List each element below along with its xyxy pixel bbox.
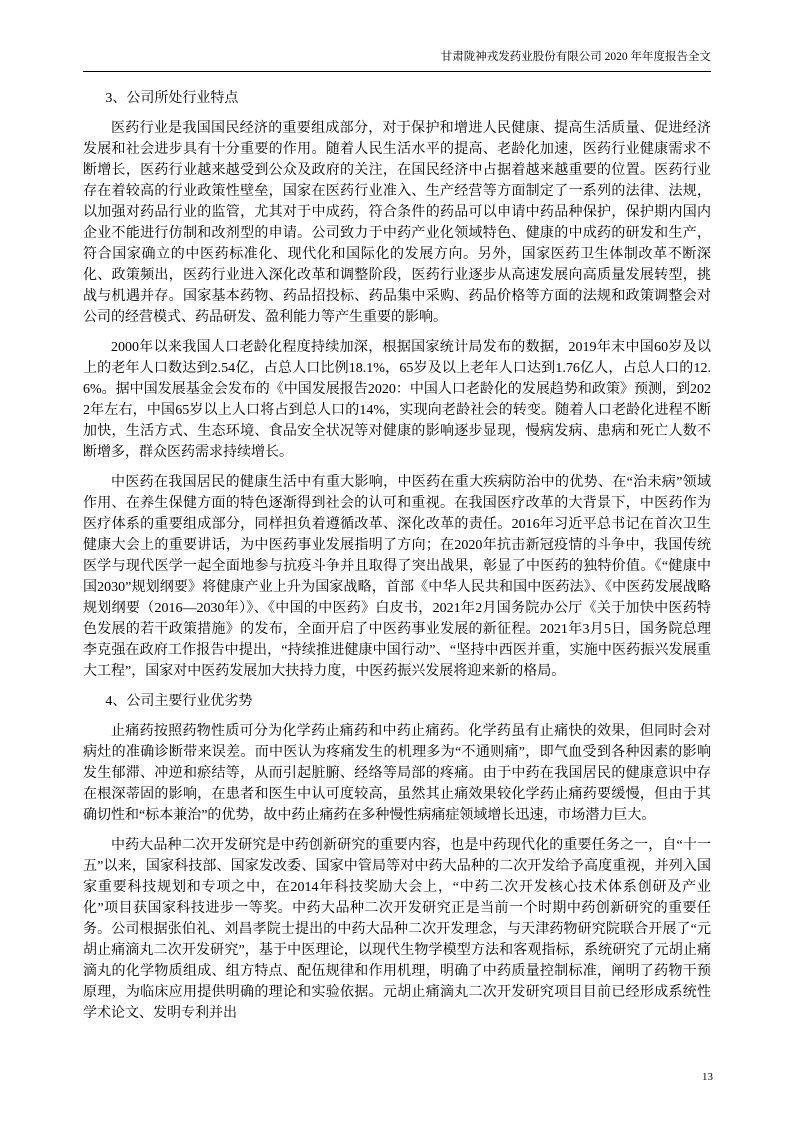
paragraph: 中药大品种二次开发研究是中药创新研究的重要内容，也是中药现代化的重要任务之一，自“十一五”以来，国家科技部、国家发改委、国家中管局等对中药大品种的二次开发给予高度重视，并列入国家重要科技规划和专项之中，在2014年科技奖励大会上，“中药二次开发核心技术体系创研及产业化”项目获国家科技进步一等奖。中药大品种二次开发研究正是当前一个时期中药创新研究的重要任务。公司根据张伯礼、刘昌孝院士提出的中药大品种二次开发理念，与天津药物研究院联合开展了“元胡止痛滴丸二次开发研究”，基于中医理论，以现代生物学模型方法和客观指标，系统研究了元胡止痛滴丸的化学物质组成、组方特点、配伍规律和作用机理，明确了中药质量控制标准，阐明了药物干预原理，为临床应用提供明确的理论和实验依据。元胡止痛滴丸二次开发研究项目目前已经形成系统性学术论文、发明专利并出 xyxy=(83,838,711,1021)
section-heading-industry-characteristics: 3、公司所处行业特点 xyxy=(105,91,239,106)
paragraph: 中医药在我国居民的健康生活中有重大影响，中医药在重大疾病防治中的优势、在“治未病”领域作用、在养生保健方面的特色逐渐得到社会的认可和重视。在我国医疗改革的大背景下，中医药作为医疗体系的重要组成部分，同样担负着遵循改革、深化改革的责任。2016年习近平总书记在首次卫生健康大会上的重要讲话，为中医药事业发展指明了方向；在2020年抗击新冠疫情的斗争中，我国传统医学与现代医学一起全面地参与抗疫斗争并且取得了突出战果，彰显了中医药的独特价值。《“健康中国2030”规划纲要》将健康产业上升为国家战略，首部《中华人民共和国中医药法》、《中医药发展战略规划纲要（2016—2030年）》、《中国的中医药》白皮书，2021年2月国务院办公厅《关于加快中医药特色发展的若干政策措施》的发布，全面开启了中医药事业发展的新征程。2021年3月5日，国务院总理李克强在政府工作报告中提出，“持续推进健康中国行动”、“坚持中西医并重，实施中医药振兴发展重大工程”，国家对中医药发展加大扶持力度，中医药振兴发展将迎来新的格局。 xyxy=(83,475,711,679)
page-header xyxy=(83,50,711,72)
page-number: 13 xyxy=(702,1071,713,1083)
paragraph: 医药行业是我国国民经济的重要组成部分，对于保护和增进人民健康、提高生活质量、促进经济发展和社会进步具有十分重要的作用。随着人民生活水平的提高、老龄化加速，医药行业健康需求不断增长，医药行业越来越受到公众及政府的关注，在国民经济中占据着越来越重要的位置。医药行业存在着较高的行业政策性壁垒，国家在医药行业准入、生产经营等方面制定了一系列的法律、法规，以加强对药品行业的监管，尤其对于中成药，符合条件的药品可以申请中药品种保护，保护期内国内企业不能进行仿制和改剂型的申请。公司致力于中药产业化领域特色、健康的中成药的研发和生产，符合国家确立的中医药标准化、现代化和国际化的发展方向。另外，国家医药卫生体制改革不断深化、政策频出，医药行业进入深化改革和调整阶段，医药行业逐步从高速发展向高质量发展转型，挑战与机遇并存。国家基本药物、药品招投标、药品集中采购、药品价格等方面的法规和政策调整会对公司的经营模式、药品研发、盈利能力等产生重要的影响。 xyxy=(83,121,711,325)
section-heading-industry-advantages: 4、公司主要行业优劣势 xyxy=(105,694,253,709)
paragraph: 2000年以来我国人口老龄化程度持续加深，根据国家统计局发布的数据，2019年末中国60岁及以上的老年人口数达到2.54亿，占总人口比例18.1%，65岁及以上老年人口达到1.76亿人，占总人口的12.6%。据中国发展基金会发布的《中国发展报告2020：中国人口老龄化的发展趋势和政策》预测，到2022年左右，中国65岁以上人口将占到总人口的14%，实现向老龄社会的转变。随着人口老龄化进程不断加快，生活方式、生态环境、食品安全状况等对健康的影响逐步显现，慢病发病、患病和死亡人数不断增多，群众医药需求持续增长。 xyxy=(83,340,711,460)
header-title: 甘肃陇神戎发药业股份有限公司 2020 年年度报告全文 xyxy=(440,51,711,63)
page-footer xyxy=(702,1071,713,1084)
paragraph: 止痛药按照药物性质可分为化学药止痛药和中药止痛药。化学药虽有止痛快的效果，但同时会对病灶的准确诊断带来误差。而中医认为疼痛发生的机理多为“不通则痛”，即气血受到各种因素的影响发生郁滞、冲逆和瘀结等，从而引起脏腑、经络等局部的疼痛。由于中药在我国居民的健康意识中存在根深蒂固的影响，在患者和医生中认可度较高，虽然其止痛效果较化学药止痛药要缓慢，但由于其确切性和“标本兼治”的优势，故中药止痛药在多种慢性病痛症领域增长迅速，市场潜力巨大。 xyxy=(83,724,711,823)
document-body xyxy=(83,88,711,1033)
